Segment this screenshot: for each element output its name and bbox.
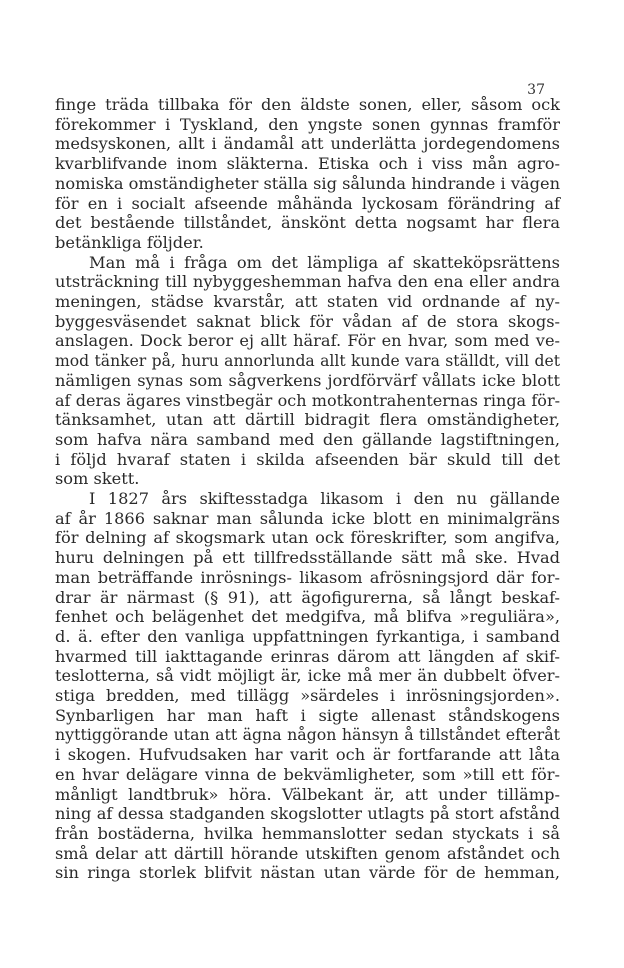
text-line: ning af dessa stadganden skogslotter utlagts på stort afstånd [55,804,560,824]
text-line: af år 1866 saknar man sålunda icke blott en minimalgräns [55,508,560,528]
text-line: i följd hvaraf staten i skilda afseenden bär skuld till det [55,449,560,469]
text-line: mod tänker på, huru annorlunda allt kunde vara ställdt, vill det [55,352,560,371]
text-line: nyttiggörande utan att ägna någon hänsyn å tillståndet efteråt [55,725,560,745]
text-line: för delning af skogsmark utan ock föreskrifter, som angifva, [55,528,560,548]
paragraph-start-line: I 1827 års skiftesstadga likasom i den nu gällande [89,489,560,508]
text-line: huru delningen på ett tillfredsställande sätt må ske. Hvad [55,548,560,568]
text-line: kvarblifvande inom släkterna. Etiska och i viss mån agro- [55,154,560,174]
text-line: man beträffande inrösnings- likasom afrösningsjord där for- [55,567,560,587]
text-line: anslagen. Dock beror ej allt häraf. För en hvar, som med ve- [55,331,560,351]
text-line: meningen, städse kvarstår, att staten vid ordnande af ny- [55,292,560,311]
text-line: tänksamhet, utan att därtill bidragit flera omständigheter, [55,410,560,430]
text-line: för en i socialt afseende måhända lyckosam förändring af [55,193,560,213]
text-line: stiga bredden, med tillägg »särdeles i inrösningsjorden». [55,686,560,705]
text-line: fenhet och belägenhet det medgifva, må blifva »reguliära», [55,607,560,627]
text-line: i skogen. Hufvudsaken har varit och är fortfarande att låta [55,745,560,765]
text-line: hvarmed till iakttagande erinras därom att längden af skif- [55,646,560,666]
text-line: finge träda tillbaka för den äldste sonen, eller, såsom ock [55,95,560,114]
text-line: d. ä. efter den vanliga uppfattningen fyrkantiga, i samband [55,626,560,646]
text-line: nämligen synas som sågverkens jordförvärf vållats icke blott [55,370,560,390]
text-line: det bestående tillståndet, änskönt detta nogsamt har flera [55,213,560,233]
text-line: små delar att därtill hörande utskiften genom afståndet och [55,843,560,863]
text-line: en hvar delägare vinna de bekvämligheter, som »till ett för- [55,764,560,784]
paragraph-start-line: Man må i fråga om det lämpliga af skatteköpsrättens [89,252,560,272]
text-line: nomiska omständigheter ställa sig sålunda hindrande i vägen [55,173,560,193]
text-line: utsträckning till nybyggeshemman hafva den ena eller andra [55,272,560,292]
text-line: teslotterna, så vidt möjligt är, icke må mer än dubbelt öfver- [55,666,560,686]
page-number: 37 [527,82,545,98]
text-line: Synbarligen har man haft i sigte allenast ståndskogens [55,705,560,725]
text-line: medsyskonen, allt i ändamål att underlätta jordegendomens [55,134,560,154]
text-line: drar är närmast (§ 91), att ägofigurerna, så långt beskaf- [55,587,560,607]
paragraph-end-line: som skett. [55,469,140,489]
text-line: förekommer i Tyskland, den yngste sonen gynnas framför [55,114,560,134]
paragraph-end-line: betänkliga följder. [55,232,204,252]
text-line: som hafva nära samband med den gällande lagstiftningen, [55,429,560,449]
text-line: byggesväsendet saknat blick för vådan af de stora skogs- [55,311,560,331]
text-line: från bostäderna, hvilka hemmanslotter sedan styckats i så [55,823,560,843]
text-line: månligt landtbruk» höra. Välbekant är, att under tillämp- [55,784,560,804]
text-line: sin ringa storlek blifvit nästan utan värde för de hemman, [55,863,560,883]
text-line: af deras ägares vinstbegär och motkontrahenternas ringa för- [55,390,560,410]
